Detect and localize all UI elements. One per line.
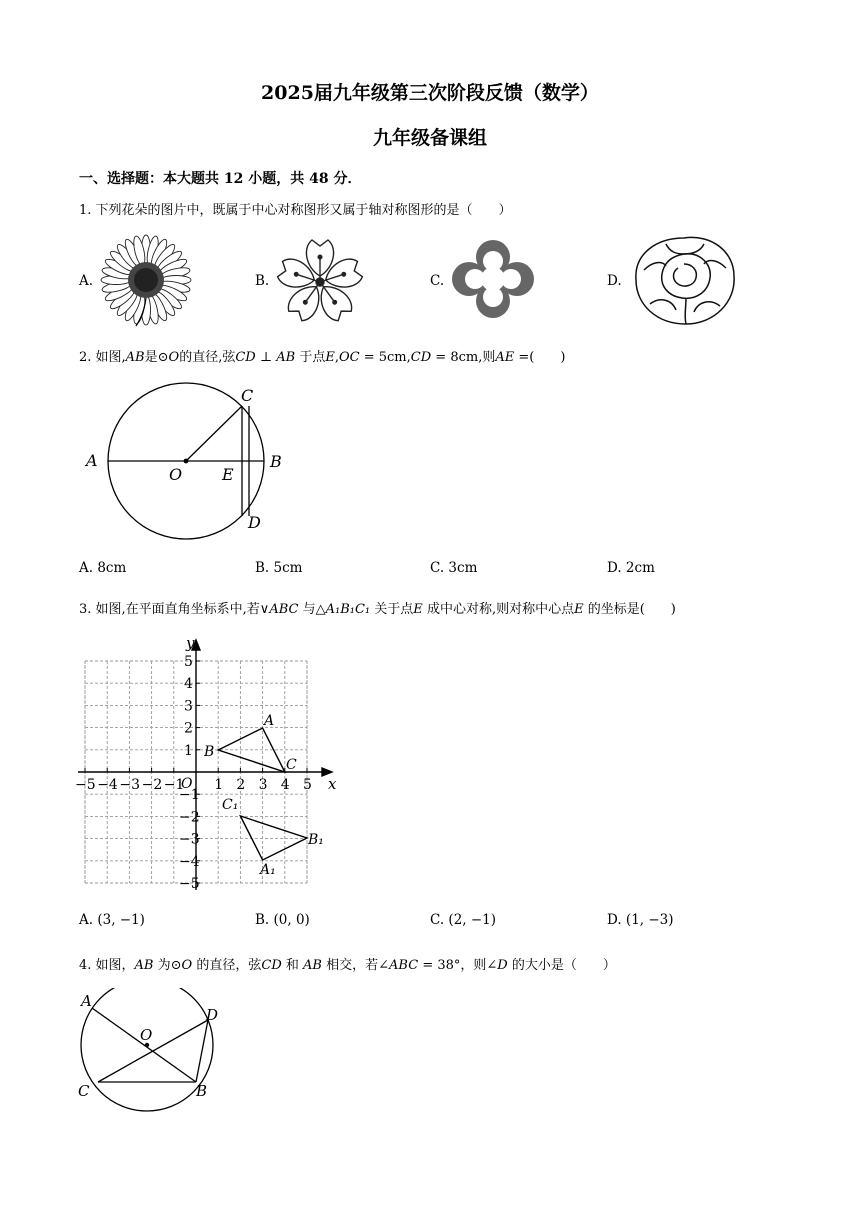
q3-option-d: D. (1, −3) bbox=[607, 912, 674, 928]
q4-seg-11: ∠D bbox=[486, 958, 508, 973]
point-a-label: A bbox=[264, 713, 275, 729]
q3-coordinate-grid bbox=[74, 632, 344, 894]
y-tick-label: 3 bbox=[184, 698, 193, 715]
y-tick-label: −5 bbox=[179, 876, 200, 892]
q2-seg-6: ⊥ bbox=[259, 350, 273, 365]
q2-seg-2: 是⊙ bbox=[144, 350, 169, 365]
q4-circle-diagram bbox=[74, 988, 234, 1118]
sunflower-icon bbox=[96, 232, 192, 328]
x-tick-label: −2 bbox=[141, 777, 163, 793]
x-axis-label: x bbox=[328, 775, 337, 793]
q4-number: 4. 如图， bbox=[79, 958, 135, 973]
q3-option-a: A. (3, −1) bbox=[79, 912, 145, 928]
y-tick-label: −1 bbox=[179, 787, 200, 804]
x-tick-label: −1 bbox=[163, 777, 185, 793]
cherry-blossom-icon bbox=[274, 236, 366, 324]
question-4-text bbox=[79, 954, 616, 973]
y-tick-label: 5 bbox=[184, 654, 193, 670]
q2-circle-diagram bbox=[80, 380, 300, 550]
q4-seg-7: AB bbox=[303, 958, 322, 973]
q2-seg-14: = 8cm bbox=[435, 350, 479, 365]
q4-seg-12: 的大小是（ ） bbox=[511, 958, 616, 973]
q2-seg-16: AE bbox=[495, 350, 515, 365]
point-c-label: C bbox=[286, 757, 297, 773]
triangle-a1b1c1 bbox=[240, 816, 307, 860]
q2-seg-7: AB bbox=[276, 350, 296, 365]
q3-option-b: B. (0, 0) bbox=[255, 912, 310, 928]
q4-circle bbox=[81, 988, 213, 1111]
q2-segment-oc bbox=[186, 406, 242, 461]
q2-option-c: C. 3cm bbox=[430, 560, 478, 576]
point-c1-label: C₁ bbox=[222, 797, 239, 813]
q2-label-d: D bbox=[248, 513, 261, 532]
y-tick-label: 4 bbox=[184, 676, 193, 693]
q2-seg-5: CD bbox=[235, 350, 256, 365]
q2-label-o: O bbox=[169, 465, 183, 484]
y-tick-label: 1 bbox=[184, 742, 193, 759]
x-tick-label: −4 bbox=[97, 777, 118, 793]
q4-seg-10: = 38°，则 bbox=[422, 958, 487, 973]
q2-label-c: C bbox=[241, 386, 254, 405]
page-title: 2025届九年级第三次阶段反馈（数学） bbox=[261, 82, 599, 104]
q3-seg-7: E bbox=[574, 602, 584, 617]
y-tick-label: −2 bbox=[179, 809, 200, 826]
q3-seg-5: E bbox=[413, 602, 423, 617]
y-tick-label: 2 bbox=[184, 720, 193, 737]
x-tick-label: −5 bbox=[75, 777, 96, 793]
section-heading: 一、选择题：本大题共 12 小题，共 48 分． bbox=[79, 171, 362, 187]
q2-seg-15: ,则 bbox=[478, 350, 496, 365]
x-tick-label: 1 bbox=[214, 777, 224, 793]
q2-option-d: D. 2cm bbox=[607, 560, 655, 576]
origin-label: O bbox=[181, 776, 193, 792]
page-subtitle: 九年级备课组 bbox=[372, 127, 487, 149]
q4-seg-2: 为⊙ bbox=[157, 958, 182, 973]
q2-seg-8: 于点 bbox=[299, 350, 326, 365]
q4-label-c: C bbox=[78, 1082, 90, 1100]
q2-seg-9: E bbox=[325, 350, 335, 365]
q1-option-c-label: C. bbox=[430, 273, 445, 289]
q2-option-b: B. 5cm bbox=[255, 560, 303, 576]
q1-option-a-label: A. bbox=[79, 273, 94, 289]
q4-seg-1: AB bbox=[134, 958, 154, 973]
q2-label-b: B bbox=[270, 452, 282, 471]
q4-seg-3: O bbox=[181, 958, 193, 973]
q3-seg-6: 成中心对称,则对称中心点 bbox=[426, 602, 575, 617]
point-a1-label: A₁ bbox=[260, 862, 276, 878]
q2-seg-4: 的直径,弦 bbox=[179, 350, 236, 365]
q3-seg-2: 与△ bbox=[302, 602, 326, 617]
q3-number: 3. 如图,在平面直角坐标系中,若∨ bbox=[79, 602, 270, 617]
q4-chord-cd bbox=[98, 1020, 208, 1082]
q3-seg-4: 关于点 bbox=[374, 602, 414, 617]
y-tick-label: −4 bbox=[179, 853, 200, 870]
q2-number: 2. 如图, bbox=[79, 350, 126, 365]
q2-seg-12: = 5cm, bbox=[363, 350, 411, 365]
q4-seg-4: 的直径，弦 bbox=[196, 958, 262, 973]
x-tick-label: 4 bbox=[280, 777, 290, 793]
y-tick-label: −3 bbox=[179, 831, 200, 848]
q2-seg-13: CD bbox=[410, 350, 432, 365]
question-1-text: 1. 下列花朵的图片中，既属于中心对称图形又属于轴对称图形的是（ ） bbox=[79, 203, 512, 218]
q2-label-a: A bbox=[86, 451, 98, 470]
x-tick-label: 5 bbox=[303, 777, 312, 793]
question-3-text bbox=[79, 598, 676, 617]
q4-seg-5: CD bbox=[261, 958, 282, 973]
quatrefoil-flower-icon bbox=[448, 236, 538, 322]
q3-option-c: C. (2, −1) bbox=[430, 912, 497, 928]
q1-option-d-label: D. bbox=[607, 273, 622, 289]
rose-icon bbox=[626, 230, 742, 328]
q3-seg-1: ABC bbox=[269, 602, 299, 617]
q2-seg-1: AB bbox=[125, 350, 145, 365]
q2-label-e: E bbox=[222, 465, 234, 484]
q4-label-d: D bbox=[206, 1006, 219, 1024]
x-tick-label: −3 bbox=[119, 777, 141, 793]
q2-seg-10: , bbox=[334, 350, 339, 365]
x-tick-label: 3 bbox=[258, 777, 268, 793]
q4-label-b: B bbox=[196, 1082, 208, 1100]
q2-seg-11: OC bbox=[338, 350, 360, 365]
q3-seg-8: 的坐标是( ) bbox=[587, 602, 676, 617]
q1-option-b-label: B. bbox=[255, 273, 270, 289]
q2-option-a: A. 8cm bbox=[79, 560, 127, 576]
q2-seg-3: O bbox=[168, 350, 180, 365]
point-b1-label: B₁ bbox=[308, 832, 324, 848]
q4-label-o: O bbox=[140, 1026, 153, 1044]
q4-seg-9: ∠ABC bbox=[378, 958, 419, 973]
q4-seg-6: 和 bbox=[285, 958, 299, 973]
q2-center-dot bbox=[184, 459, 189, 464]
q4-diameter-ab bbox=[92, 1008, 196, 1082]
x-tick-label: 2 bbox=[236, 777, 246, 793]
q2-seg-17: =( ) bbox=[518, 350, 566, 365]
q3-seg-3: A₁B₁C₁ bbox=[325, 602, 371, 617]
y-axis-label: y bbox=[186, 634, 195, 652]
q4-seg-8: 相交，若 bbox=[326, 958, 379, 973]
point-b-label: B bbox=[204, 744, 215, 760]
q4-label-a: A bbox=[81, 992, 92, 1010]
question-2-text bbox=[79, 346, 565, 365]
